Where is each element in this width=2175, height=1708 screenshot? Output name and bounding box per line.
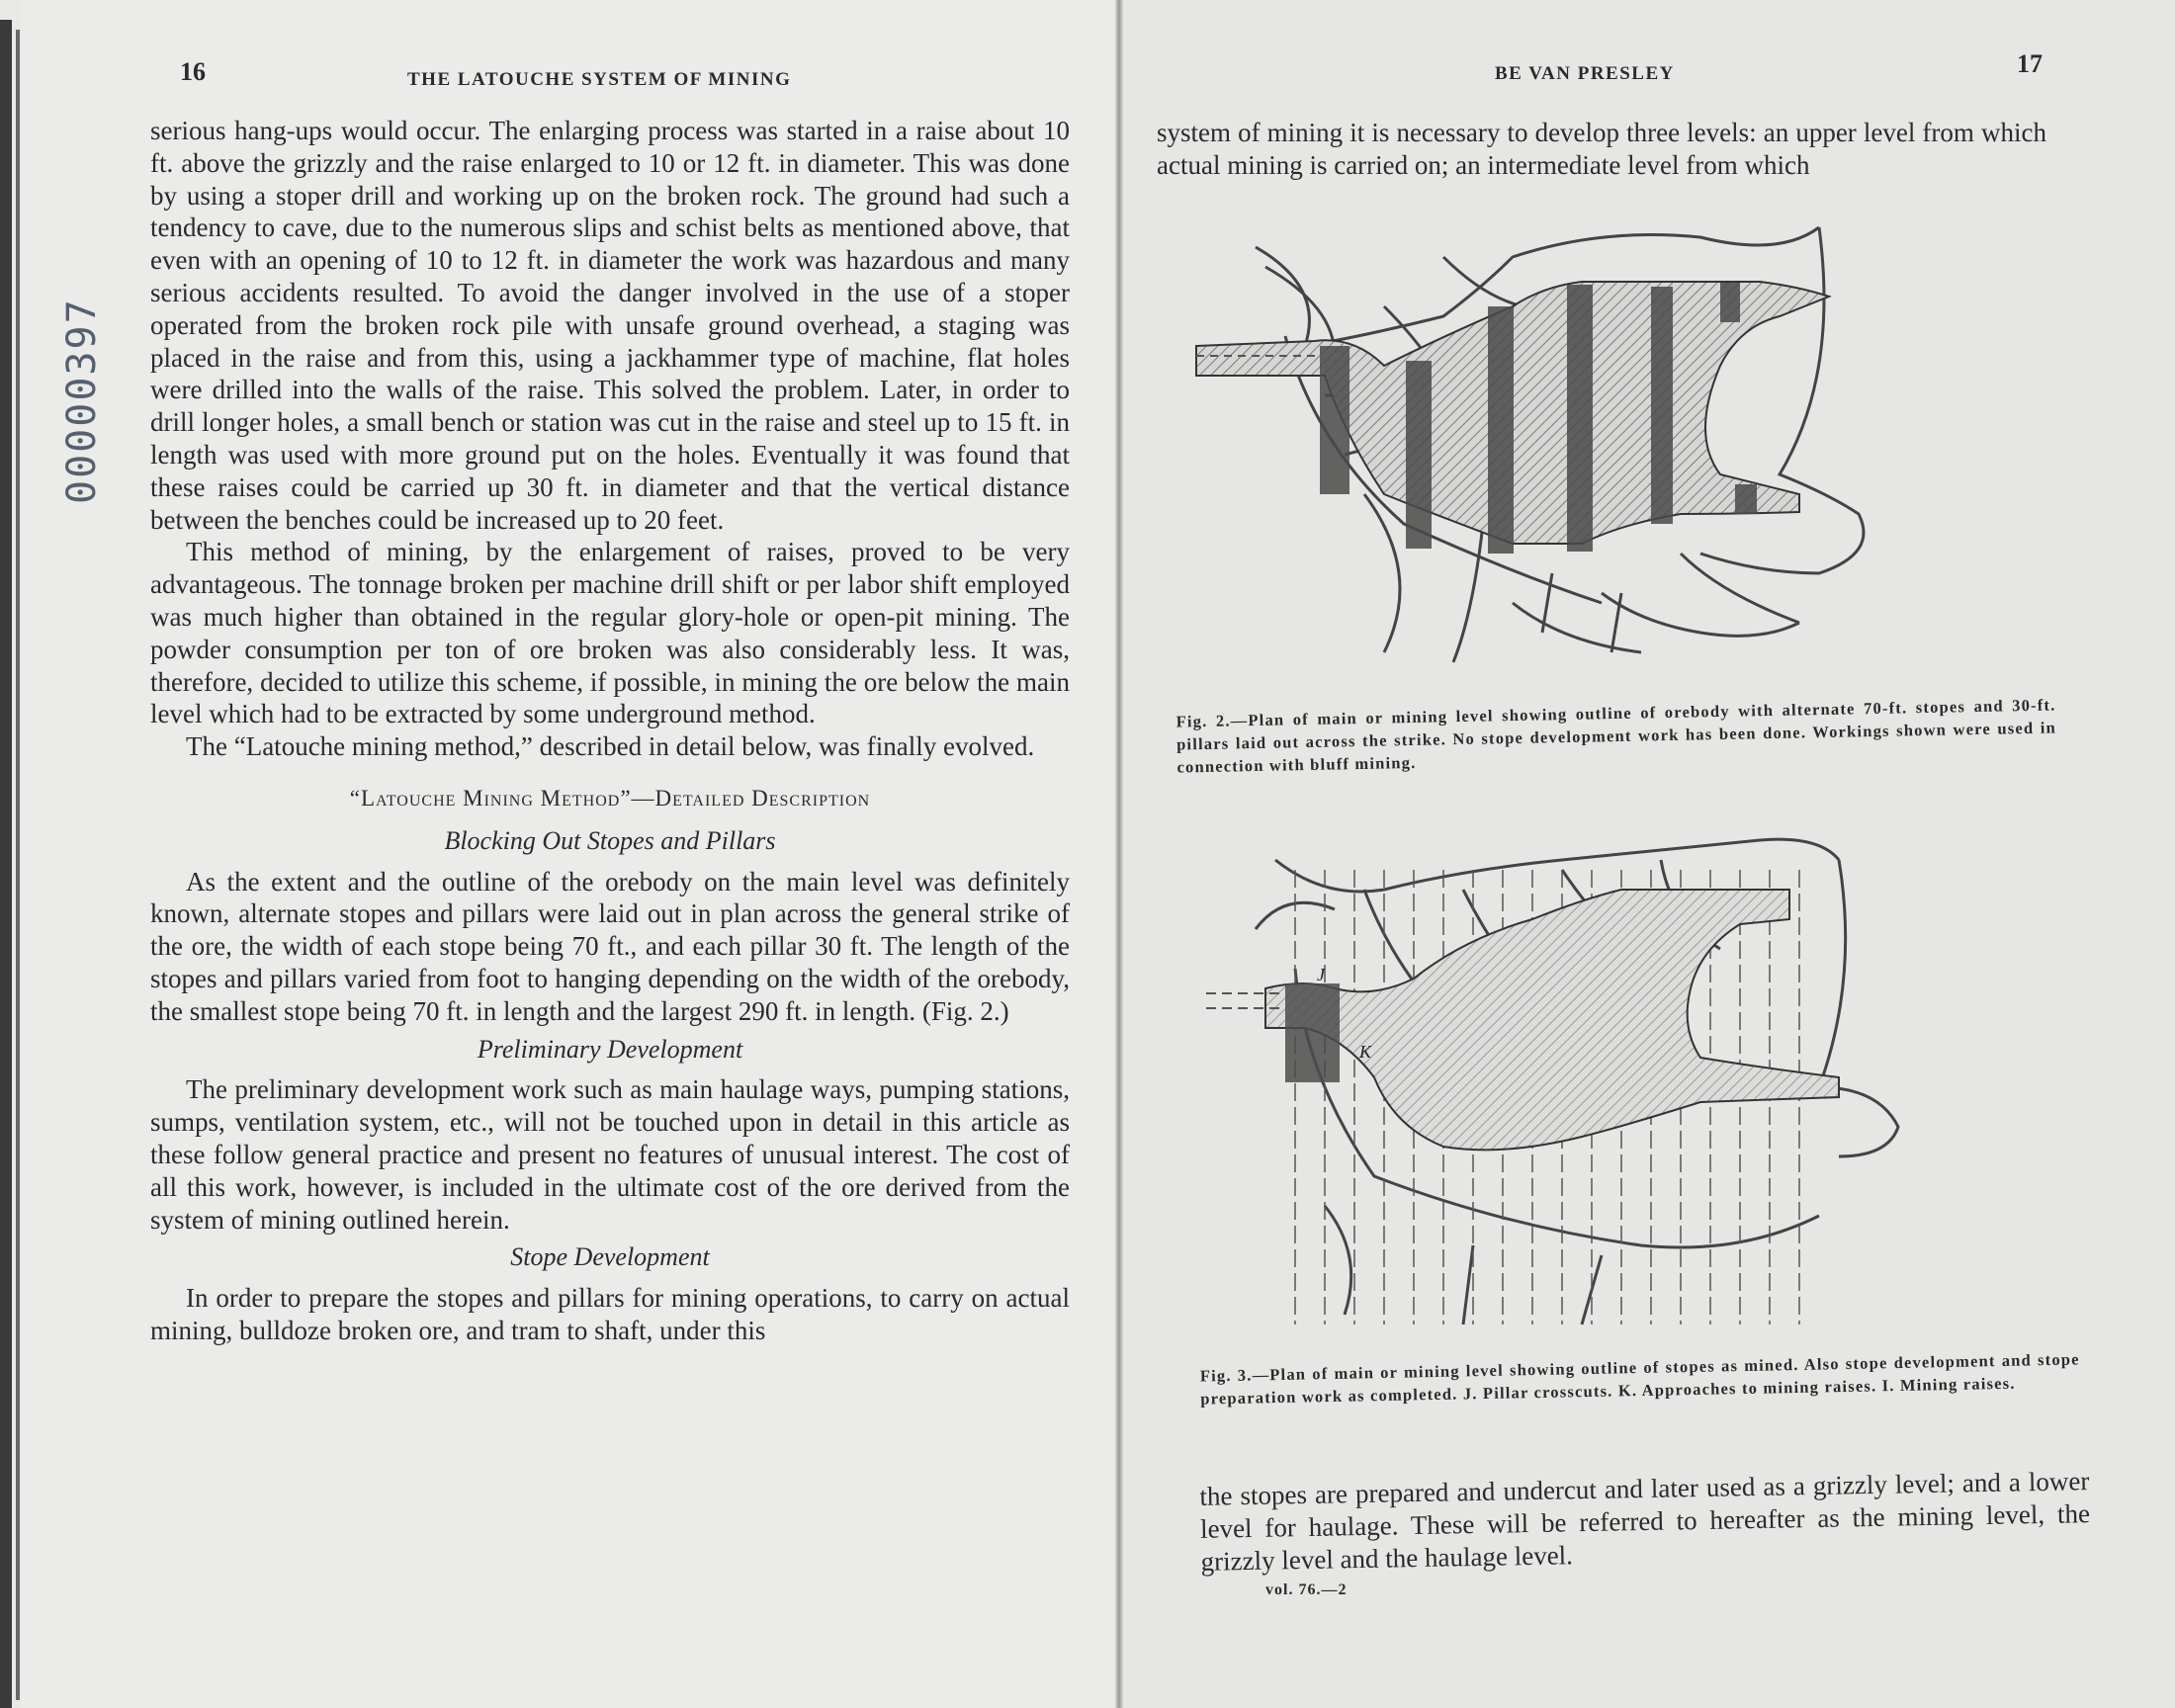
figure-2-plan bbox=[1186, 198, 2037, 712]
book-gutter bbox=[1115, 0, 1123, 1708]
figure-3-plan bbox=[1206, 830, 2056, 1344]
fig3-label-j: J bbox=[1317, 965, 1325, 984]
fig3-label-k: K bbox=[1359, 1042, 1372, 1062]
paragraph: In order to prepare the stopes and pillars for mining operations, to carry on actual mining, bulldoze broken ore, and tram to shaft, under this bbox=[150, 1283, 1070, 1345]
right-top-text: system of mining it is necessary to develop three levels: an upper level from which actual mining is carried on; an intermediate level from which bbox=[1157, 118, 2046, 180]
left-running-head: THE LATOUCHE SYSTEM OF MINING bbox=[407, 69, 792, 90]
paragraph: serious hang-ups would occur. The enlarging process was started in a raise about 10 ft. above the grizzly and the raise enlarged to 10 or 12 ft. in diameter. This was done by using a stoper drill and working up on the broken rock. The ground had such a tendency to cave, due to the numerous slips and schist belts as mentioned above, that even with an opening of 10 to 12 ft. in diameter the work was hazardous and many serious accidents resulted. To avoid the danger involved in the use of a stoper operated from the broken rock pile with unsafe ground overhead, a staging was placed in the raise and from this, using a jackhammer type of machine, flat holes were drilled into the walls of the raise. This solved the problem. Later, in order to drill longer holes, a small bench or station was cut in the raise and steel up to 15 ft. in length was used with more ground put on the holes. Eventually it was found that these raises could be carried up 30 ft. in diameter and that the vertical distance between the benches could be increased up to 20 feet. bbox=[150, 116, 1070, 535]
right-running-head: BE VAN PRESLEY bbox=[1495, 63, 1675, 84]
paragraph: The preliminary development work such as main haulage ways, pumping stations, sumps, ventilation system, etc., will not be touched upon in detail in this article as these follow general practice and present no features of unusual interest. The cost of all this work, however, is included in the ultimate cost of the ore derived from the system of mining outlined herein. bbox=[150, 1074, 1070, 1235]
paragraph: The “Latouche mining method,” described in detail below, was finally evolved. bbox=[186, 731, 1035, 762]
scan-edge-inner bbox=[16, 30, 20, 1700]
left-page-number: 16 bbox=[180, 57, 206, 86]
paragraph: As the extent and the outline of the orebody on the main level was definitely known, alternate stopes and pillars were laid out in plan across the general strike of the ore, the width of each stope being 70 ft., and each pillar 30 ft. The length of the stopes and pillars varied from foot to hanging depending on the width of the orebody, the smallest stope being 70 ft. in length and the largest 290 ft. in length. (Fig. 2.) bbox=[150, 866, 1070, 1026]
subheading-preliminary-development: Preliminary Development bbox=[477, 1034, 743, 1064]
figure-3-caption: Fig. 3.—Plan of main or mining level showing outline of stopes as mined. Also stope development and stope preparation work as completed. J. Pillar crosscuts. K. Approaches to mining raises. I. Mining raises. bbox=[1199, 1349, 2080, 1409]
section-heading: “Latouche Mining Method”—Detailed Description bbox=[349, 785, 871, 811]
left-body-text bbox=[150, 115, 1070, 1347]
right-bottom-text: the stopes are prepared and undercut and later used as a grizzly level; and a lower level for haulage. These will be referred to hereafter as the mining level, the grizzly level and the haulage level. bbox=[1199, 1466, 2091, 1577]
signature-mark: vol. 76.—2 bbox=[1265, 1581, 1348, 1598]
figure-2-caption: Fig. 2.—Plan of main or mining level showing outline of orebody with alternate 70-ft. stopes and 30-ft. pillars laid out across the strike. No stope development work has been done. Workings shown were used in connection with bluff mining. bbox=[1175, 695, 2057, 777]
paragraph: This method of mining, by the enlargement of raises, proved to be very advantageous. The tonnage broken per machine drill shift or per labor shift employed was much higher than obtained in the regular glory-hole or open-pit mining. The powder consumption per ton of ore broken was also considerably less. It was, therefore, decided to utilize this scheme, if possible, in mining the ore below the main level which had to be extracted by some underground method. bbox=[150, 537, 1070, 729]
right-page-number: 17 bbox=[2017, 49, 2043, 78]
archive-stamp: 00000397 bbox=[59, 298, 105, 504]
scan-edge bbox=[0, 20, 12, 1708]
subheading-blocking-out: Blocking Out Stopes and Pillars bbox=[444, 825, 776, 855]
subheading-stope-development: Stope Development bbox=[510, 1242, 710, 1272]
